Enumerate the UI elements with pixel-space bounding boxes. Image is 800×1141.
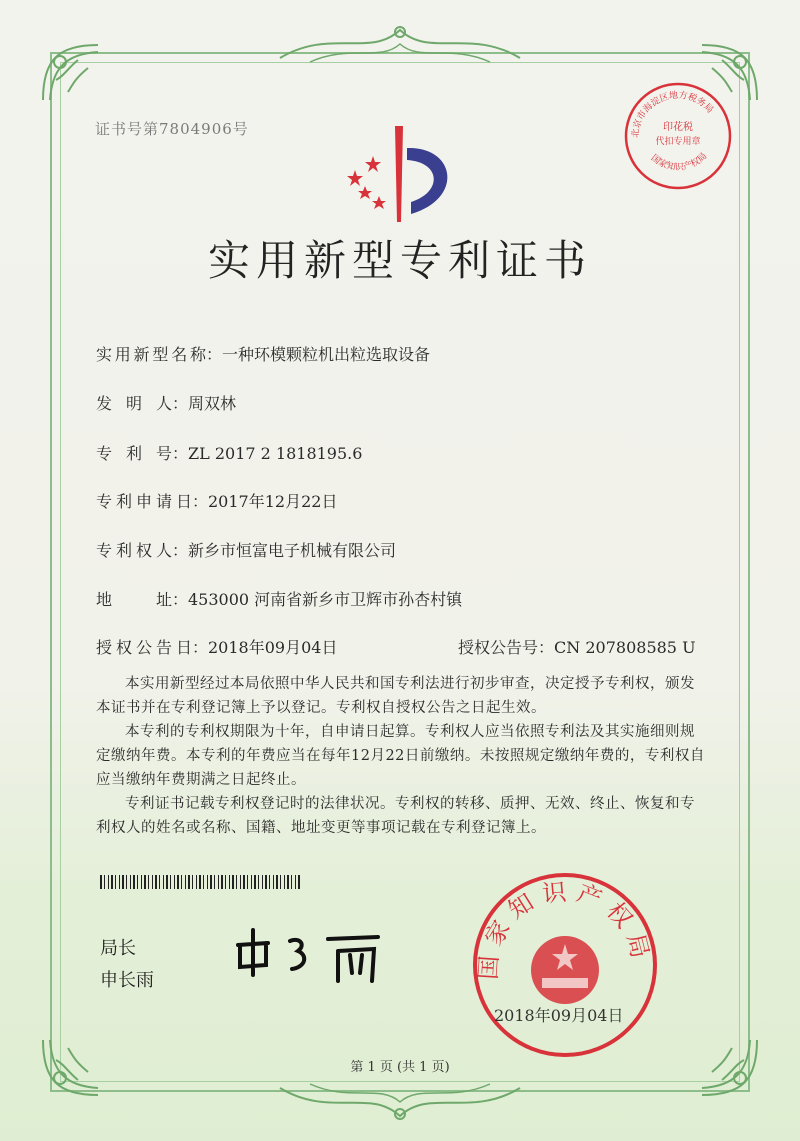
- barcode-bar: [218, 875, 219, 889]
- barcode-bar: [254, 875, 256, 889]
- barcode-bar: [188, 875, 190, 889]
- barcode-bar: [210, 875, 212, 889]
- field-value: 2017年12月22日: [208, 492, 338, 511]
- field-label: 发明人: [96, 394, 172, 413]
- director-name: 申长雨: [100, 970, 154, 991]
- barcode-bar: [137, 875, 138, 889]
- barcode-bar: [203, 875, 204, 889]
- barcode-bar: [174, 875, 175, 889]
- barcode-bar: [214, 875, 215, 889]
- barcode-bar: [236, 875, 237, 889]
- barcode-bar: [100, 875, 102, 889]
- tax-stamp-inner-text: 国家知识产权局: [648, 151, 710, 173]
- official-seal-icon: [470, 870, 660, 1060]
- barcode-bar: [144, 875, 146, 889]
- barcode-bar: [155, 875, 157, 889]
- top-ornament: [270, 18, 530, 68]
- paragraph-grant: 本实用新型经过本局依照中华人民共和国专利法进行初步审查，决定授予专利权，颁发本证书并在专利登记簿上予以登记。专利权自授权公告之日起生效。: [96, 676, 695, 716]
- paragraph-legal-status: 专利证书记载专利权登记时的法律状况。专利权的转移、质押、无效、终止、恢复和专利权人的姓名或名称、国籍、地址变更等事项记载在专利登记簿上。: [96, 796, 695, 836]
- field-value: 周双林: [188, 394, 237, 413]
- certificate-title: 实用新型专利证书: [207, 236, 592, 285]
- barcode-bar: [166, 875, 168, 889]
- certificate-number: 证书号第7804906号: [95, 120, 249, 138]
- barcode-bar: [108, 875, 109, 889]
- seal-text: 国家知识产权局: [474, 877, 657, 981]
- barcode-bar: [291, 875, 292, 889]
- barcode-bar: [141, 875, 142, 889]
- director-title: 局长: [100, 938, 136, 959]
- tax-stamp-icon: [622, 80, 734, 192]
- field-grant-date: 授权公告日：2018年09月04日: [96, 635, 337, 658]
- barcode-bar: [295, 875, 296, 889]
- barcode-bar: [148, 875, 149, 889]
- barcode-bar: [298, 875, 300, 889]
- page-number: 第 1 页 (共 1 页): [350, 1060, 450, 1075]
- field-patent-no: 专利号：ZL 2017 2 1818195.6: [96, 441, 362, 464]
- field-filing-date: 专利申请日：2017年12月22日: [96, 489, 337, 512]
- barcode-bar: [240, 875, 241, 889]
- barcode-bar: [133, 875, 135, 889]
- barcode-bar: [221, 875, 223, 889]
- field-label: 授权公告号: [458, 638, 539, 657]
- field-grant-no: 授权公告号：CN 207808585 U: [458, 638, 696, 657]
- barcode-icon: [100, 875, 300, 889]
- tax-stamp-outer-text: 北京市海淀区地方税务局: [630, 90, 715, 139]
- barcode-bar: [163, 875, 164, 889]
- barcode-bar: [130, 875, 131, 889]
- barcode-bar: [181, 875, 182, 889]
- field-label: 授权公告日: [96, 638, 192, 657]
- barcode-bar: [177, 875, 179, 889]
- barcode-bar: [232, 875, 234, 889]
- barcode-bar: [284, 875, 285, 889]
- field-label: 专利权人: [96, 541, 172, 560]
- barcode-bar: [111, 875, 113, 889]
- barcode-bar: [170, 875, 171, 889]
- barcode-bar: [258, 875, 259, 889]
- field-label: 专利号: [96, 444, 172, 463]
- barcode-bar: [269, 875, 270, 889]
- field-utility-name: 实用新型名称：一种环模颗粒机出粒选取设备: [96, 342, 430, 365]
- barcode-bar: [104, 875, 105, 889]
- field-inventor: 发明人：周双林: [96, 391, 236, 414]
- barcode-bar: [159, 875, 160, 889]
- field-value: 453000 河南省新乡市卫辉市孙杏村镇: [188, 590, 463, 609]
- barcode-bar: [192, 875, 193, 889]
- barcode-bar: [287, 875, 289, 889]
- barcode-bar: [247, 875, 248, 889]
- barcode-bar: [280, 875, 281, 889]
- barcode-bar: [199, 875, 201, 889]
- barcode-bar: [251, 875, 252, 889]
- barcode-bar: [152, 875, 153, 889]
- field-value: CN 207808585 U: [554, 638, 696, 657]
- barcode-bar: [273, 875, 274, 889]
- barcode-bar: [225, 875, 226, 889]
- field-label: 地址: [96, 590, 172, 609]
- barcode-bar: [126, 875, 127, 889]
- barcode-bar: [276, 875, 278, 889]
- bottom-ornament: [270, 1078, 530, 1128]
- barcode-bar: [243, 875, 245, 889]
- field-address: 地址：453000 河南省新乡市卫辉市孙杏村镇: [96, 587, 462, 610]
- barcode-bar: [119, 875, 120, 889]
- field-value: ZL 2017 2 1818195.6: [188, 444, 363, 463]
- field-label: 实用新型名称: [96, 345, 206, 364]
- barcode-bar: [265, 875, 267, 889]
- barcode-bar: [207, 875, 208, 889]
- barcode-bar: [196, 875, 197, 889]
- barcode-bar: [229, 875, 230, 889]
- svg-text:国家知识产权局: [649, 151, 710, 173]
- barcode-bar: [262, 875, 263, 889]
- corner-ornament: [38, 40, 108, 110]
- field-patentee: 专利权人：新乡市恒富电子机械有限公司: [96, 538, 396, 561]
- tax-stamp-line2: 代扣专用章: [655, 137, 701, 147]
- field-label: 专利申请日: [96, 492, 192, 511]
- field-value: 2018年09月04日: [208, 638, 338, 657]
- patent-office-logo-icon: [335, 118, 475, 228]
- tax-stamp-line1: 印花税: [663, 122, 693, 133]
- barcode-bar: [185, 875, 186, 889]
- field-value: 新乡市恒富电子机械有限公司: [188, 541, 397, 560]
- barcode-bar: [115, 875, 116, 889]
- director-signature: [228, 915, 428, 995]
- barcode-bar: [122, 875, 124, 889]
- paragraph-term: 本专利的专利权期限为十年，自申请日起算。专利权人应当依照专利法及其实施细则规定缴纳年费。本专利的年费应当在每年12月22日前缴纳。未按照规定缴纳年费的，专利权自应当缴纳年费期满之日起终止。: [96, 724, 705, 788]
- field-value: 一种环模颗粒机出粒选取设备: [222, 345, 431, 364]
- seal-date: 2018年09月04日: [494, 1006, 624, 1025]
